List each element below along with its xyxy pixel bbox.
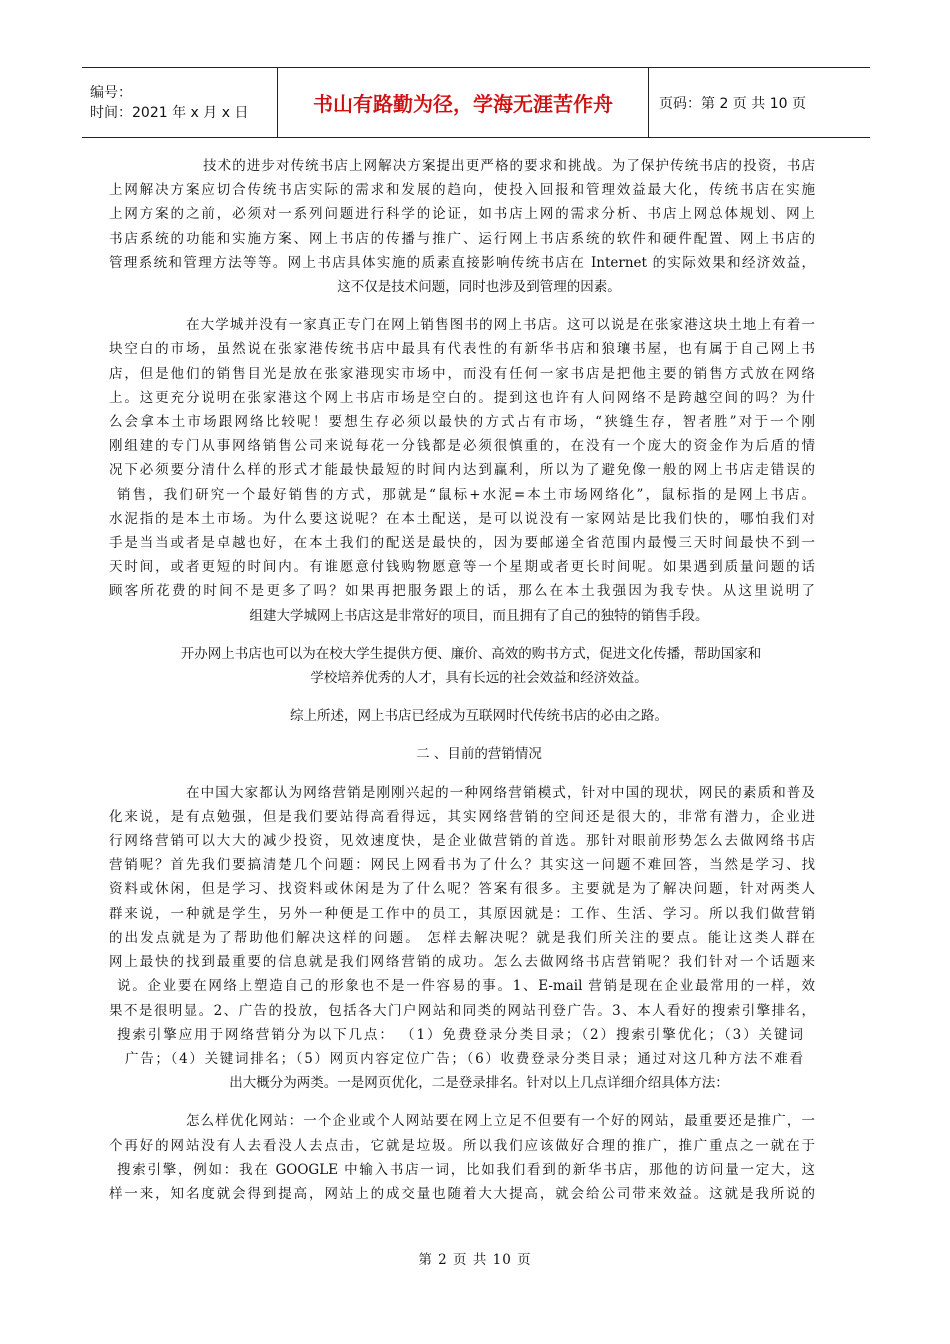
text-line: 的出发点就是为了帮助他们解决这样的问题。 怎样去解决呢？就是我们所关注的要点。能让这类人群在 [109, 929, 815, 946]
text-line: 顾客所花费的时间不是更多了吗？如果再把服务跟上的话，那么在本土我强因为我专快。从这里说明了 [109, 583, 815, 600]
text-line: 营销呢？首先我们要搞清楚几个问题：网民上网看书为了什么？其实这一问题不难回答，当然是学习、找 [109, 857, 815, 874]
text-line: 这不仅是技术问题，同时也涉及到管理的因素。 [337, 279, 621, 296]
paragraph [143, 642, 815, 690]
text-line: 资料或休闲，但是学习、找资料或休闲是为了什么呢？答案有很多。主要就是为了解决问题，针对两类人 [109, 881, 815, 898]
header-page-info: 页码：第 2 页 共 10 页 [659, 95, 806, 112]
text-line: 搜索引擎应用于网络营销分为以下几点： （1）免费登录分类目录；（2）搜索引擎优化；（3）关键词 [117, 1026, 803, 1043]
text-line: 样一来，知名度就会得到提高，网站上的成交量也随着大大提高，就会给公司带来效益。这就是我所说的 [109, 1185, 815, 1202]
text-line: 况下必须要分清什么样的形式才能最快最短的时间内达到赢利，所以为了避免像一般的网上书店走错误的 [109, 462, 815, 479]
text-line: 个再好的网站没有人去看没人去点击，它就是垃圾。所以我们应该做好合理的推广，推广重点之一就在于 [109, 1137, 815, 1154]
text-line: 搜索引擎，例如：我在 GOOGLE 中输入书店一词，比如我们看到的新华书店，那他的访问量一定大，这 [117, 1161, 815, 1178]
text-line: 网上最快的找到最重要的信息就是我们网络营销的成功。怎么去做网络书店营销呢？我们针对一个话题来 [109, 954, 815, 971]
paragraph [109, 1109, 815, 1206]
text-line: 上。这更充分说明在张家港这个网上书店市场是空白的。提到这也许有人问网络不是跨越空间的吗？为什 [109, 389, 815, 406]
text-line: 店，但是他们的销售目光是放在张家港现实市场中，而没有任何一家书店是把他主要的销售方式放在网络 [109, 365, 815, 382]
header-meta [82, 68, 277, 137]
text-line: 广告；（4）关键词排名；（5）网页内容定位广告；（6）收费登录分类目录；通过对这几种方法不难看 [125, 1050, 803, 1067]
text-line: 果不是很明显。2、广告的投放，包括各大门户网站和同类的网站刊登广告。3、本人看好的搜索引擎排名， [109, 1002, 815, 1019]
document-date: 时间：2021 年 x 月 x 日 [90, 104, 249, 121]
header-motto: 书山有路勤为径，学海无涯苦作舟 [277, 68, 649, 137]
text-line: 刚组建的专门从事网络销售公司来说每花一分钱都是必须很慎重的，在没有一个庞大的资金作为后盾的情 [109, 438, 815, 455]
page-footer [0, 1248, 950, 1268]
text-line: 说。企业要在网络上塑造自己的形象也不是一件容易的事。1、E-mail 营销是现在企业最常用的一样，效 [117, 978, 815, 995]
text-line: 综上所述，网上书店已经成为互联网时代传统书店的必由之路。 [290, 708, 668, 725]
text-line: 开办网上书店也可以为在校大学生提供方便、廉价、高效的购书方式，促进文化传播，帮助国家和 [180, 645, 762, 662]
text-line: 书店系统的功能和实施方案、网上书店的传播与推广、运行网上书店系统的软件和硬件配置、网上书店的 [109, 230, 815, 247]
text-line: 行网络营销可以大大的减少投资，见效速度快，是企业做营销的首选。那针对眼前形势怎么去做网络书店 [109, 833, 815, 850]
text-line: 怎么样优化网站：一个企业或个人网站要在网上立足不但要有一个好的网站，最重要还是推广，一 [186, 1113, 815, 1130]
section-heading [143, 742, 815, 766]
text-line: 组建大学城网上书店这是非常好的项目，而且拥有了自己的独特的销售手段。 [249, 607, 709, 624]
paragraph [109, 154, 815, 299]
text-line: 化来说，是有点勉强，但是我们要站得高看得远，其实网络营销的空间还是很大的，非常有潜力，企业进 [109, 808, 815, 825]
text-line: 出大概分为两类。一是网页优化，二是登录排名。针对以上几点详细介绍具体方法： [229, 1075, 729, 1092]
text-line: 天时间，或者更短的时间内。有谁愿意付钱购物愿意等一个星期或者更长时间呢。如果遇到质量问题的话 [109, 559, 815, 576]
text-line: 二 、目前的营销情况 [416, 746, 542, 763]
text-line: 上网方案的之前，必须对一系列问题进行科学的论证，如书店上网的需求分析、书店上网总体规划、网上 [109, 206, 815, 223]
document-number: 编号： [90, 84, 132, 101]
text-line: 管理系统和管理方法等等。网上书店具体实施的质素直接影响传统书店在 Internet 的实际效果和经济效益， [109, 254, 815, 271]
text-line: 上网解决方案应切合传统书店实际的需求和发展的趋向，使投入回报和管理效益最大化，传统书店在实施 [109, 182, 815, 199]
header-table [82, 67, 870, 138]
text-line: 销售，我们研究一个最好销售的方式，那就是“鼠标+水泥=本土市场网络化”，鼠标指的是网上书店。 [117, 486, 815, 503]
text-line: 群来说，一种就是学生，另外一种便是工作中的员工，其原因就是：工作、生活、学习。所以我们做营销 [109, 905, 815, 922]
paragraph [109, 781, 815, 1096]
text-line: 在中国大家都认为网络营销是刚刚兴起的一种网络营销模式，针对中国的现状，网民的素质和普及 [186, 784, 815, 801]
text-line: 手是当当或者是卓越也好，在本土我们的配送是最快的，因为要邮递全省范围内最慢三天时间最快不到一 [109, 535, 815, 552]
text-line: 学校培养优秀的人才，具有长远的社会效益和经济效益。 [310, 670, 648, 687]
text-line: 块空白的市场，虽然说在张家港传统书店中最具有代表性的有新华书店和狼瓖书屋，也有属于自己网上书 [109, 341, 815, 358]
document-body [109, 154, 815, 1206]
page-number: 第 2 页 共 10 页 [418, 1252, 532, 1268]
paragraph [143, 704, 815, 728]
text-line: 技术的进步对传统书店上网解决方案提出更严格的要求和挑战。为了保护传统书店的投资，书店 [203, 158, 815, 174]
paragraph [109, 313, 815, 628]
text-line: 么会拿本土市场跟网络比较呢！要想生存必须以最快的方式占有市场，“狭缝生存，智者胜”对于一个刚 [109, 414, 815, 431]
text-line: 在大学城并没有一家真正专门在网上销售图书的网上书店。这可以说是在张家港这块土地上有着一 [186, 317, 815, 334]
text-line: 水泥指的是本土市场。为什么要这说呢？在本土配送，是可以说没有一家网站是比我们快的，哪怕我们对 [109, 510, 815, 527]
